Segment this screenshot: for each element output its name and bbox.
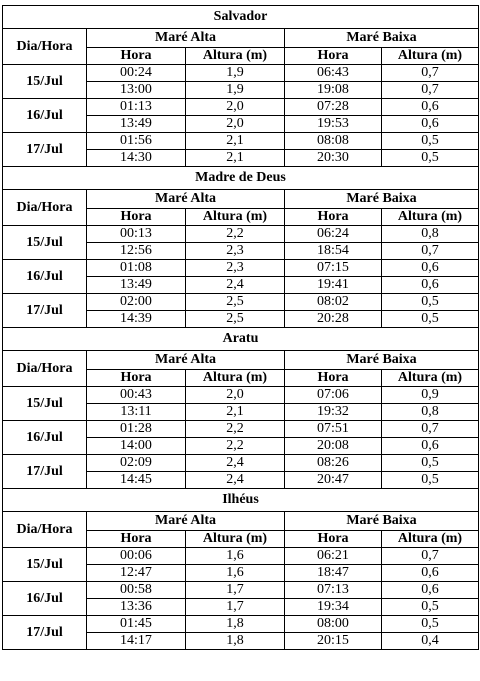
high-tide-height: 1,6: [186, 548, 285, 565]
low-tide-height: 0,5: [382, 472, 479, 489]
high-tide-time: 12:47: [87, 565, 186, 582]
high-tide-height: 2,2: [186, 226, 285, 243]
high-tide-height: 2,0: [186, 116, 285, 133]
low-tide-height: 0,5: [382, 294, 479, 311]
low-tide-time: 19:41: [285, 277, 382, 294]
high-tide-time: 00:24: [87, 65, 186, 82]
low-tide-time: 08:00: [285, 616, 382, 633]
hora-header: Hora: [285, 48, 382, 65]
day-label: 16/Jul: [3, 260, 87, 294]
low-tide-height: 0,6: [382, 565, 479, 582]
table-row: [3, 226, 479, 243]
low-tide-height: 0,4: [382, 633, 479, 650]
low-tide-time: 20:08: [285, 438, 382, 455]
mare-baixa-header: Maré Baixa: [285, 29, 479, 48]
day-label: 17/Jul: [3, 455, 87, 489]
low-tide-time: 08:08: [285, 133, 382, 150]
altura-header: Altura (m): [186, 209, 285, 226]
high-tide-time: 02:00: [87, 294, 186, 311]
table-row: [3, 616, 479, 633]
low-tide-time: 20:30: [285, 150, 382, 167]
altura-header: Altura (m): [382, 370, 479, 387]
high-tide-height: 1,9: [186, 65, 285, 82]
dia-hora-header: Dia/Hora: [3, 351, 87, 387]
low-tide-height: 0,5: [382, 150, 479, 167]
high-tide-time: 00:43: [87, 387, 186, 404]
high-tide-height: 1,8: [186, 633, 285, 650]
low-tide-time: 07:06: [285, 387, 382, 404]
mare-alta-header: Maré Alta: [87, 512, 285, 531]
low-tide-time: 06:21: [285, 548, 382, 565]
low-tide-height: 0,8: [382, 226, 479, 243]
high-tide-height: 2,4: [186, 472, 285, 489]
tide-table-container: [2, 5, 479, 650]
low-tide-time: 19:32: [285, 404, 382, 421]
low-tide-height: 0,5: [382, 616, 479, 633]
dia-hora-header: Dia/Hora: [3, 29, 87, 65]
mare-alta-header: Maré Alta: [87, 190, 285, 209]
station-title-row: [3, 489, 479, 512]
high-tide-time: 13:36: [87, 599, 186, 616]
low-tide-time: 07:28: [285, 99, 382, 116]
low-tide-time: 19:53: [285, 116, 382, 133]
hora-header: Hora: [285, 370, 382, 387]
high-tide-time: 14:17: [87, 633, 186, 650]
high-tide-height: 2,4: [186, 455, 285, 472]
low-tide-time: 06:43: [285, 65, 382, 82]
low-tide-height: 0,7: [382, 243, 479, 260]
low-tide-time: 08:02: [285, 294, 382, 311]
high-tide-time: 01:28: [87, 421, 186, 438]
altura-header: Altura (m): [186, 370, 285, 387]
mare-baixa-header: Maré Baixa: [285, 190, 479, 209]
day-label: 15/Jul: [3, 226, 87, 260]
high-tide-time: 12:56: [87, 243, 186, 260]
low-tide-time: 07:13: [285, 582, 382, 599]
low-tide-time: 20:28: [285, 311, 382, 328]
mare-alta-header: Maré Alta: [87, 351, 285, 370]
low-tide-height: 0,8: [382, 404, 479, 421]
day-label: 15/Jul: [3, 548, 87, 582]
low-tide-time: 08:26: [285, 455, 382, 472]
mare-alta-header: Maré Alta: [87, 29, 285, 48]
low-tide-height: 0,7: [382, 421, 479, 438]
day-label: 17/Jul: [3, 133, 87, 167]
low-tide-height: 0,6: [382, 277, 479, 294]
day-label: 16/Jul: [3, 421, 87, 455]
high-tide-height: 2,5: [186, 311, 285, 328]
table-row: [3, 65, 479, 82]
dia-hora-header: Dia/Hora: [3, 190, 87, 226]
high-tide-time: 14:39: [87, 311, 186, 328]
high-tide-height: 1,8: [186, 616, 285, 633]
table-row: [3, 387, 479, 404]
dia-hora-header: Dia/Hora: [3, 512, 87, 548]
high-tide-time: 13:00: [87, 82, 186, 99]
high-tide-height: 2,1: [186, 150, 285, 167]
high-tide-time: 00:06: [87, 548, 186, 565]
station-title-row: [3, 328, 479, 351]
low-tide-time: 18:47: [285, 565, 382, 582]
low-tide-height: 0,5: [382, 599, 479, 616]
high-tide-height: 2,2: [186, 421, 285, 438]
day-label: 16/Jul: [3, 99, 87, 133]
hora-header: Hora: [285, 531, 382, 548]
table-row: [3, 582, 479, 599]
low-tide-time: 06:24: [285, 226, 382, 243]
day-label: 17/Jul: [3, 294, 87, 328]
altura-header: Altura (m): [186, 48, 285, 65]
table-row: [3, 455, 479, 472]
low-tide-height: 0,6: [382, 116, 479, 133]
low-tide-height: 0,6: [382, 99, 479, 116]
station-title-row: [3, 6, 479, 29]
altura-header: Altura (m): [186, 531, 285, 548]
high-tide-height: 2,4: [186, 277, 285, 294]
station-name: Madre de Deus: [3, 167, 479, 190]
high-tide-time: 13:49: [87, 277, 186, 294]
low-tide-height: 0,6: [382, 438, 479, 455]
high-tide-height: 2,1: [186, 133, 285, 150]
day-label: 15/Jul: [3, 65, 87, 99]
day-label: 15/Jul: [3, 387, 87, 421]
day-label: 17/Jul: [3, 616, 87, 650]
low-tide-time: 20:47: [285, 472, 382, 489]
mare-baixa-header: Maré Baixa: [285, 512, 479, 531]
high-tide-height: 1,6: [186, 565, 285, 582]
high-tide-height: 2,3: [186, 243, 285, 260]
high-tide-height: 2,1: [186, 404, 285, 421]
station-name: Ilhéus: [3, 489, 479, 512]
low-tide-height: 0,6: [382, 582, 479, 599]
high-tide-height: 1,9: [186, 82, 285, 99]
high-tide-time: 01:08: [87, 260, 186, 277]
low-tide-height: 0,5: [382, 311, 479, 328]
low-tide-time: 20:15: [285, 633, 382, 650]
low-tide-height: 0,7: [382, 82, 479, 99]
tide-table-body: [3, 6, 479, 650]
low-tide-height: 0,9: [382, 387, 479, 404]
hora-header: Hora: [285, 209, 382, 226]
low-tide-height: 0,6: [382, 260, 479, 277]
day-label: 16/Jul: [3, 582, 87, 616]
high-tide-height: 2,0: [186, 387, 285, 404]
group-header-row: [3, 190, 479, 209]
low-tide-time: 18:54: [285, 243, 382, 260]
group-header-row: [3, 29, 479, 48]
high-tide-height: 1,7: [186, 599, 285, 616]
table-row: [3, 133, 479, 150]
table-row: [3, 294, 479, 311]
high-tide-height: 2,3: [186, 260, 285, 277]
low-tide-height: 0,7: [382, 65, 479, 82]
altura-header: Altura (m): [382, 531, 479, 548]
high-tide-time: 14:30: [87, 150, 186, 167]
high-tide-height: 2,2: [186, 438, 285, 455]
table-row: [3, 548, 479, 565]
high-tide-time: 01:13: [87, 99, 186, 116]
station-name: Salvador: [3, 6, 479, 29]
low-tide-time: 19:34: [285, 599, 382, 616]
high-tide-time: 13:11: [87, 404, 186, 421]
low-tide-height: 0,5: [382, 455, 479, 472]
group-header-row: [3, 512, 479, 531]
group-header-row: [3, 351, 479, 370]
altura-header: Altura (m): [382, 209, 479, 226]
high-tide-time: 00:13: [87, 226, 186, 243]
high-tide-time: 14:45: [87, 472, 186, 489]
hora-header: Hora: [87, 531, 186, 548]
high-tide-time: 01:56: [87, 133, 186, 150]
low-tide-height: 0,5: [382, 133, 479, 150]
low-tide-time: 07:51: [285, 421, 382, 438]
low-tide-time: 07:15: [285, 260, 382, 277]
altura-header: Altura (m): [382, 48, 479, 65]
tide-table: [2, 5, 479, 650]
high-tide-time: 02:09: [87, 455, 186, 472]
high-tide-time: 01:45: [87, 616, 186, 633]
station-name: Aratu: [3, 328, 479, 351]
high-tide-time: 13:49: [87, 116, 186, 133]
table-row: [3, 99, 479, 116]
low-tide-height: 0,7: [382, 548, 479, 565]
station-title-row: [3, 167, 479, 190]
low-tide-time: 19:08: [285, 82, 382, 99]
hora-header: Hora: [87, 209, 186, 226]
mare-baixa-header: Maré Baixa: [285, 351, 479, 370]
high-tide-time: 00:58: [87, 582, 186, 599]
high-tide-height: 2,0: [186, 99, 285, 116]
hora-header: Hora: [87, 370, 186, 387]
hora-header: Hora: [87, 48, 186, 65]
table-row: [3, 421, 479, 438]
high-tide-height: 1,7: [186, 582, 285, 599]
high-tide-time: 14:00: [87, 438, 186, 455]
high-tide-height: 2,5: [186, 294, 285, 311]
table-row: [3, 260, 479, 277]
